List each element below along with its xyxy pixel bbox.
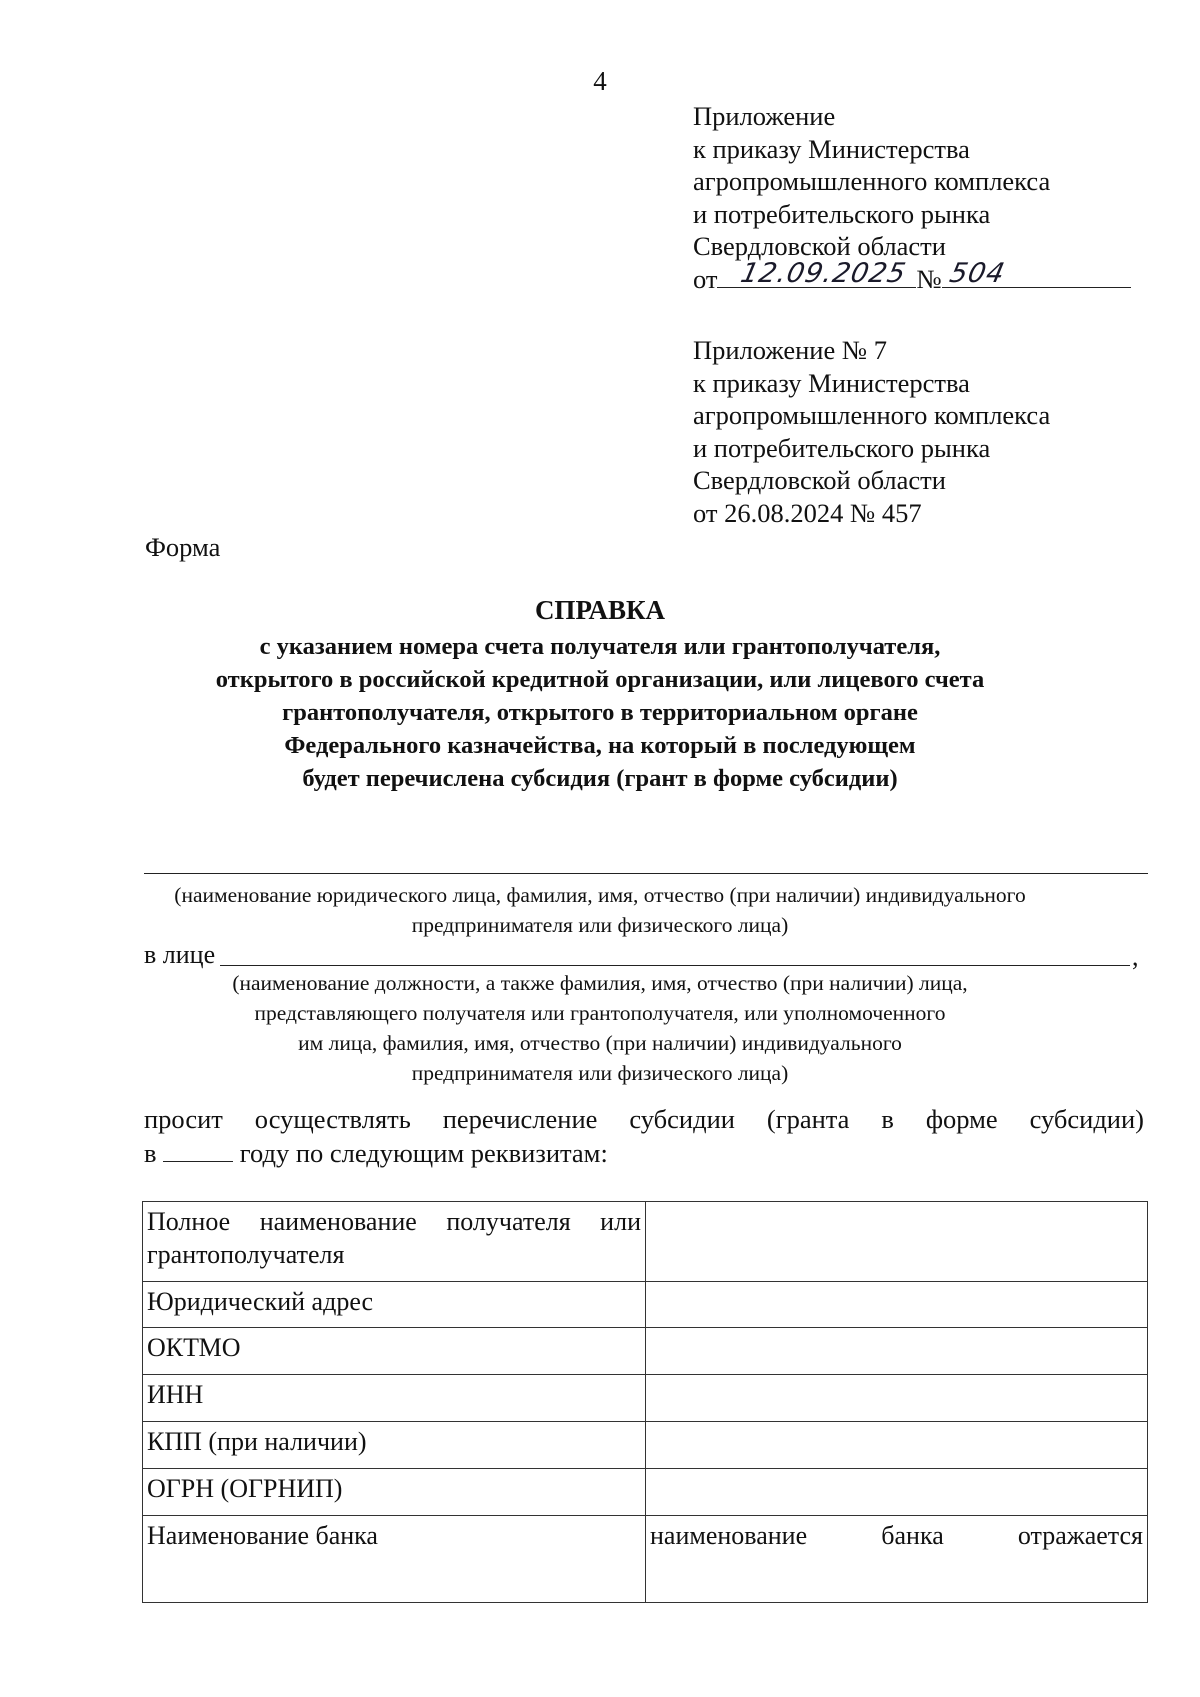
subtitle-line: Федерального казначейства, на который в последующем — [284, 732, 916, 759]
row-label: Юридический адрес — [143, 1282, 646, 1328]
row-label: ОГРН (ОГРНИП) — [143, 1469, 646, 1516]
caption-line: предпринимателя или физического лица) — [411, 1061, 789, 1085]
caption-line: им лица, фамилия, имя, отчество (при наличии) индивидуального — [298, 1031, 902, 1055]
row-label: Наименование банка — [143, 1516, 646, 1603]
in-person-label: в лице — [144, 940, 216, 969]
year-blank — [163, 1141, 233, 1162]
requisites-table — [142, 1201, 1148, 1603]
in-person-line — [220, 965, 1130, 966]
person-caption — [0, 968, 1200, 1088]
page-number: 4 — [593, 66, 607, 96]
table-row — [143, 1516, 1148, 1603]
request-line-1: просит осуществлять перечисление субсидии (гранта в форме субсидии) — [144, 1104, 1144, 1134]
request-text — [144, 1102, 1144, 1170]
date-field — [717, 258, 916, 289]
caption-line: (наименование юридического лица, фамилия, имя, отчество (при наличии) индивидуального — [174, 883, 1026, 907]
subtitle-line: грантополучателя, открытого в территориальном органе — [282, 699, 918, 726]
row-value — [646, 1202, 1148, 1282]
row-value: наименование банка отражается — [646, 1516, 1148, 1603]
request-year-prefix: в — [144, 1138, 157, 1168]
request-year-suffix: году по следующим реквизитам: — [239, 1138, 608, 1168]
subtitle-line: открытого в российской кредитной организации, или лицевого счета — [215, 666, 985, 693]
appendix-old-line: Свердловской области — [693, 465, 946, 495]
caption-line: предпринимателя или физического лица) — [411, 913, 789, 937]
row-value — [646, 1375, 1148, 1422]
appendix-old-line: к приказу Министерства — [693, 367, 970, 398]
row-value — [646, 1328, 1148, 1375]
document-subtitle — [0, 630, 1200, 795]
appendix-new-line: к приказу Министерства — [693, 133, 970, 164]
entity-name-line — [144, 873, 1148, 874]
appendix-new-line: агропромышленного комплекса — [693, 166, 1051, 196]
number-field — [942, 258, 1131, 289]
appendix-new-line: Свердловской области — [693, 231, 946, 261]
row-label: ОКТМО — [143, 1328, 646, 1375]
appendix-old-line: Приложение № 7 — [693, 335, 888, 365]
form-label: Форма — [145, 532, 221, 562]
row-label: ИНН — [143, 1375, 646, 1422]
subtitle-line: будет перечислена субсидия (грант в форме субсидии) — [302, 765, 898, 792]
in-person-comma: , — [1132, 942, 1139, 971]
handwritten-date: 12.09.2025 — [738, 258, 910, 289]
date-prefix: от — [693, 263, 718, 294]
row-value — [646, 1422, 1148, 1469]
document-title: СПРАВКА — [534, 595, 666, 625]
table-row — [143, 1202, 1148, 1282]
row-value — [646, 1469, 1148, 1516]
appendix-new-line: Приложение — [693, 101, 836, 131]
caption-line: (наименование должности, а также фамилия, имя, отчество (при наличии) лица, — [232, 971, 968, 995]
appendix-new-line: и потребительского рынка — [693, 198, 991, 229]
table-row — [143, 1282, 1148, 1328]
row-value — [646, 1282, 1148, 1328]
handwritten-number: 504 — [946, 258, 1008, 289]
number-prefix: № — [916, 263, 942, 294]
request-line-2 — [144, 1136, 1144, 1170]
row-label: Полное наименование получателя или грантополучателя — [143, 1202, 646, 1282]
table-row — [143, 1422, 1148, 1469]
appendix-new — [693, 100, 1131, 295]
appendix-old-line: от 26.08.2024 № 457 — [693, 497, 922, 528]
appendix-new-date-line — [693, 258, 1131, 296]
caption-line: представляющего получателя или грантополучателя, или уполномоченного — [254, 1001, 946, 1025]
entity-caption — [0, 880, 1200, 940]
row-label: КПП (при наличии) — [143, 1422, 646, 1469]
subtitle-line: с указанием номера счета получателя или грантополучателя, — [259, 633, 941, 660]
table-row — [143, 1375, 1148, 1422]
appendix-old-line: агропромышленного комплекса — [693, 400, 1051, 430]
appendix-old — [693, 334, 1050, 529]
table-row — [143, 1328, 1148, 1375]
appendix-old-line: и потребительского рынка — [693, 432, 991, 463]
table-row — [143, 1469, 1148, 1516]
